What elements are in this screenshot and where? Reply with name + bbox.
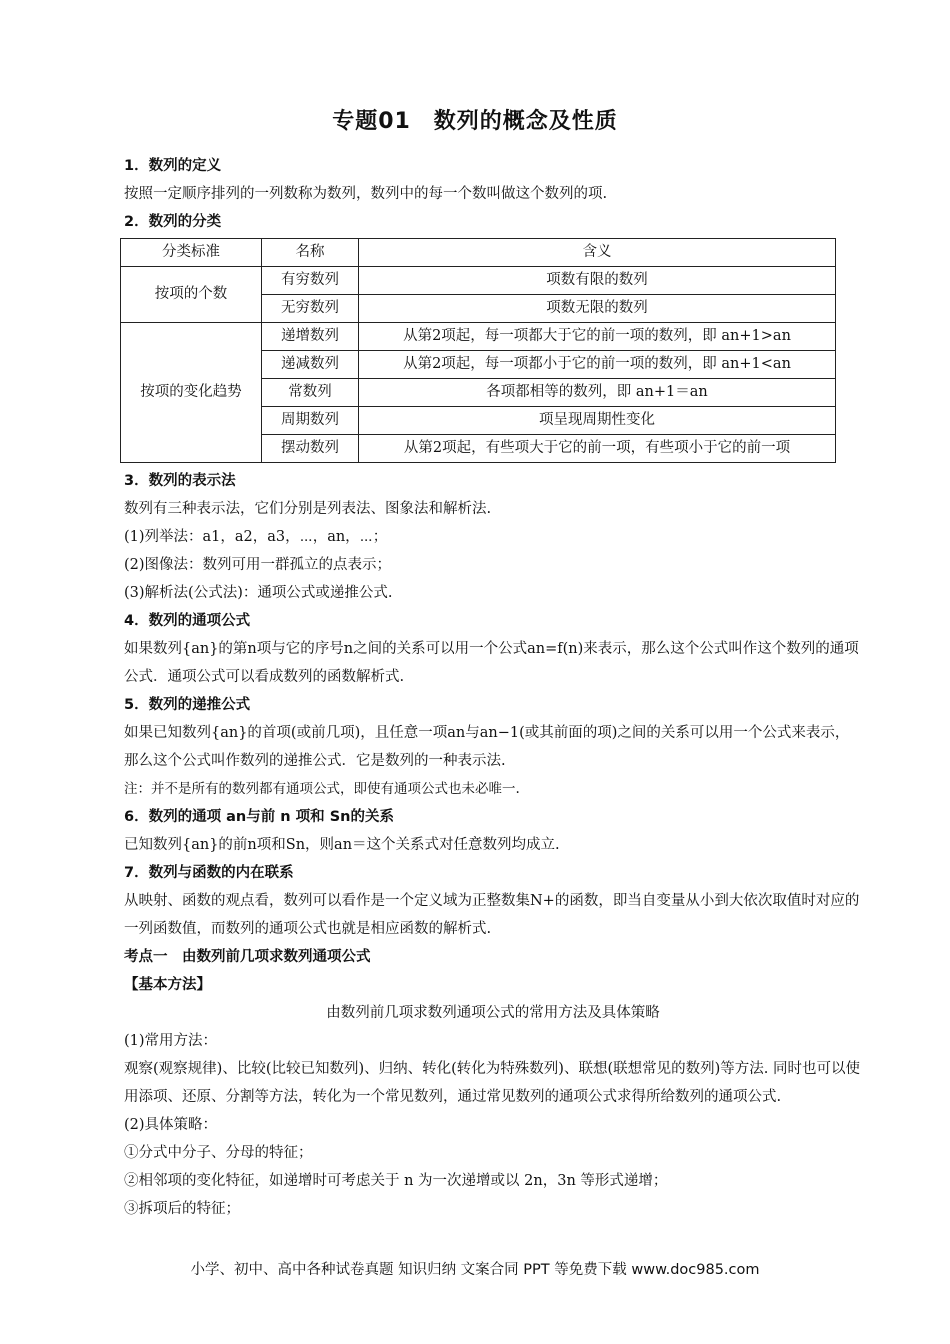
- page-title: 专题01 数列的概念及性质: [332, 109, 618, 134]
- section-heading: 7．数列与函数的内在联系: [124, 865, 294, 881]
- table-cell: 项数有限的数列: [359, 267, 836, 295]
- table-cell: 有穷数列: [262, 267, 359, 295]
- list-item: ①分式中分子、分母的特征；: [124, 1145, 313, 1161]
- paragraph: (1)列举法：a1，a2，a3，⋯，an，⋯；: [124, 529, 388, 545]
- table-cell: 从第2项起，每一项都小于它的前一项的数列，即 an+1<an: [359, 351, 836, 379]
- paragraph: (1)常用方法：: [124, 1033, 218, 1049]
- paragraph: 观察(观察规律)、比较(比较已知数列)、归纳、转化(转化为特殊数列)、联想(联想常见的数列)等方法. 同时也可以使用添项、还原、分割等方法，转化为一个常见数列，通过常见数列的通项公式求得所给数列的通项公式.: [124, 1061, 860, 1105]
- paragraph: 从映射、函数的观点看，数列可以看作是一个定义域为正整数集N+的函数，即当自变量从小到大依次取值时对应的一列函数值，而数列的通项公式也就是相应函数的解析式.: [124, 893, 860, 937]
- paragraph: 如果已知数列{an}的首项(或前几项)，且任意一项an与an−1(或其前面的项)之间的关系可以用一个公式来表示，那么这个公式叫作数列的递推公式．它是数列的一种表示法.: [124, 725, 850, 769]
- table-cell: 常数列: [262, 379, 359, 407]
- table-row: [121, 323, 836, 351]
- section-heading: 5．数列的递推公式: [124, 697, 251, 713]
- section-heading: 4．数列的通项公式: [124, 613, 251, 629]
- paragraph: 已知数列{an}的前n项和Sn，则an＝这个关系式对任意数列均成立.: [124, 837, 560, 853]
- section-heading: 6．数列的通项 an与前 n 项和 Sn的关系: [124, 809, 394, 825]
- table-row: [121, 267, 836, 295]
- table-cell: 周期数列: [262, 407, 359, 435]
- method-label: 【基本方法】: [124, 977, 211, 993]
- paragraph: 数列有三种表示法，它们分别是列表法、图象法和解析法.: [124, 501, 492, 517]
- paragraph: 按照一定顺序排列的一列数称为数列，数列中的每一个数叫做这个数列的项.: [124, 186, 608, 202]
- note-text: 注：并不是所有的数列都有通项公式，即使有通项公式也未必唯一.: [124, 781, 520, 797]
- paragraph: (2)图像法：数列可用一群孤立的点表示；: [124, 557, 392, 573]
- topic-heading: 考点一 由数列前几项求数列通项公式: [124, 949, 371, 965]
- table-cell: 从第2项起，每一项都大于它的前一项的数列，即 an+1>an: [359, 323, 836, 351]
- document-body: [124, 152, 862, 1223]
- table-header-row: [121, 239, 836, 267]
- page-footer: 小学、初中、高中各种试卷真题 知识归纳 文案合同 PPT 等免费下载 www.doc985.com: [190, 1262, 760, 1278]
- method-subtitle: 由数列前几项求数列通项公式的常用方法及具体策略: [326, 1005, 660, 1021]
- table-cell: 递减数列: [262, 351, 359, 379]
- table-cell: 从第2项起，有些项大于它的前一项，有些项小于它的前一项: [359, 435, 836, 463]
- table-cell: 无穷数列: [262, 295, 359, 323]
- section-heading: 1．数列的定义: [124, 158, 222, 174]
- table-group-cell: 按项的变化趋势: [121, 323, 262, 463]
- table-group-cell: 按项的个数: [121, 267, 262, 323]
- table-cell: 摆动数列: [262, 435, 359, 463]
- section-heading: 2．数列的分类: [124, 214, 222, 230]
- section-heading: 3．数列的表示法: [124, 473, 236, 489]
- paragraph: (2)具体策略：: [124, 1117, 218, 1133]
- paragraph: (3)解析法(公式法)：通项公式或递推公式.: [124, 585, 393, 601]
- table-cell: 项呈现周期性变化: [359, 407, 836, 435]
- classification-table: [120, 238, 836, 463]
- table-header-cell: 名称: [262, 239, 359, 267]
- list-item: ③拆项后的特征；: [124, 1201, 240, 1217]
- table-cell: 项数无限的数列: [359, 295, 836, 323]
- table-header-cell: 含义: [359, 239, 836, 267]
- table-header-cell: 分类标准: [121, 239, 262, 267]
- table-cell: 递增数列: [262, 323, 359, 351]
- table-cell: 各项都相等的数列，即 an+1＝an: [359, 379, 836, 407]
- paragraph: 如果数列{an}的第n项与它的序号n之间的关系可以用一个公式an=f(n)来表示，那么这个公式叫作这个数列的通项公式．通项公式可以看成数列的函数解析式.: [124, 641, 859, 685]
- list-item: ②相邻项的变化特征，如递增时可考虑关于 n 为一次递增或以 2n，3n 等形式递增；: [124, 1173, 668, 1189]
